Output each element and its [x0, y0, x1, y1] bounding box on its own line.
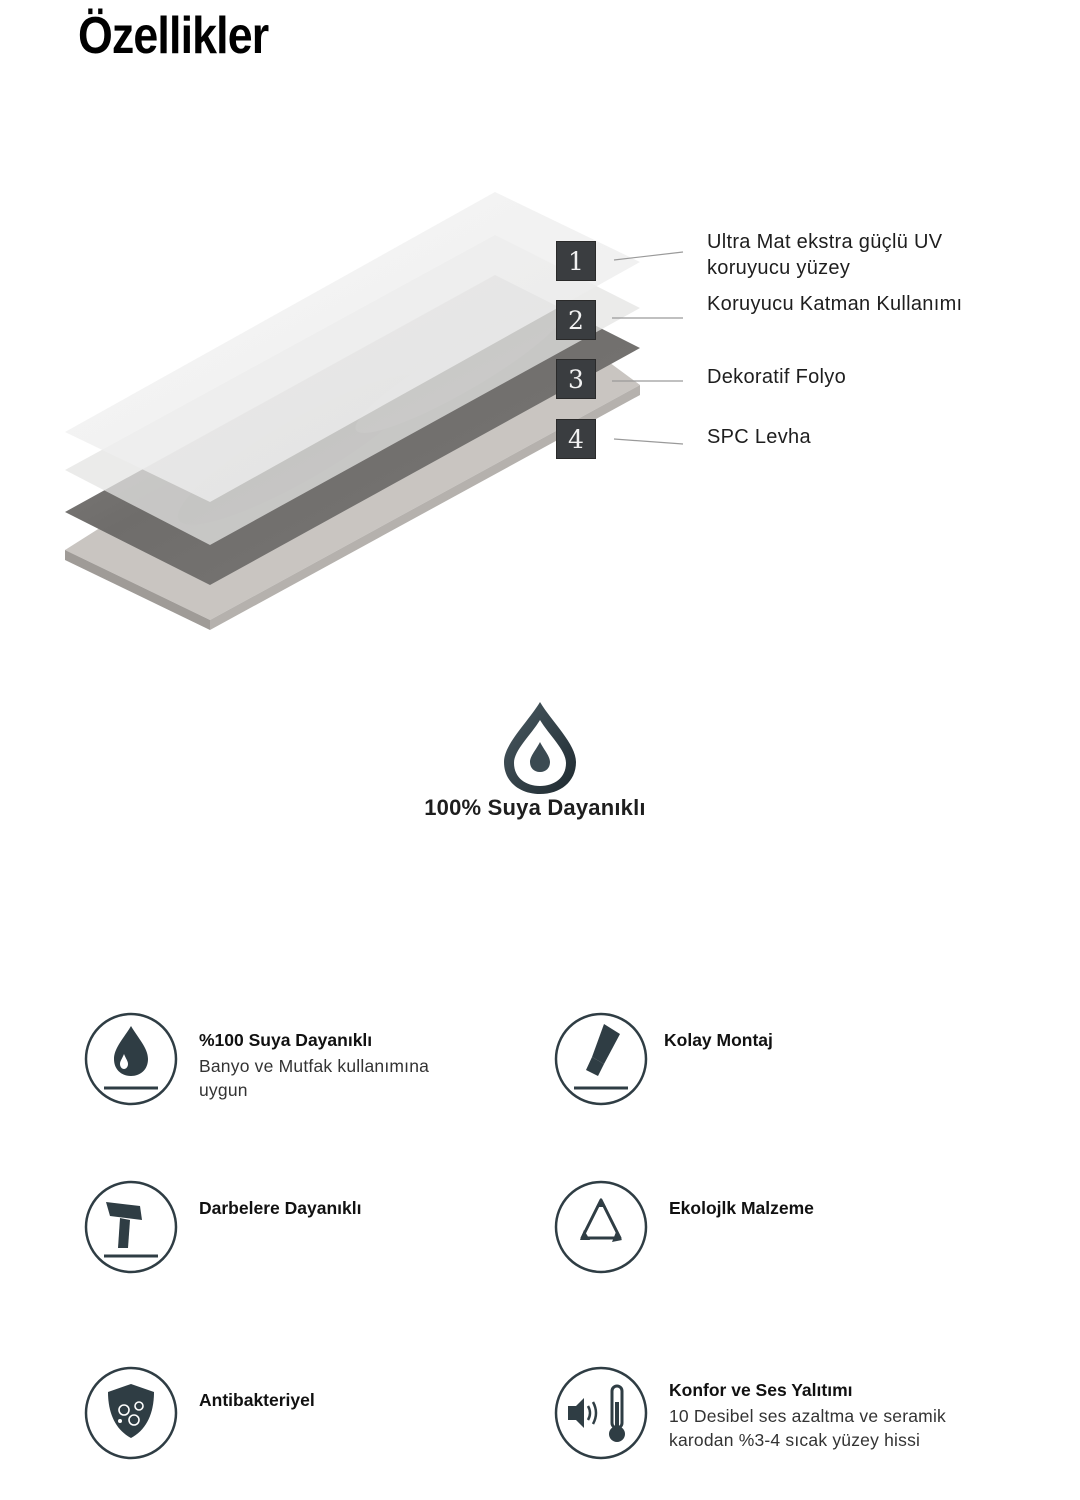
feature-desc-line1: Banyo ve Mutfak kullanımına	[199, 1056, 430, 1076]
feature-easy-install	[554, 1012, 1024, 1112]
layer-label-1-line2: koruyucu yüzey	[707, 257, 851, 279]
layer-label-3: Dekoratif Folyo	[707, 366, 846, 388]
layer-label-1-line1: Ultra Mat ekstra güçlü UV	[707, 231, 943, 253]
feature-desc	[199, 1054, 509, 1102]
layer-badge-4: 4	[556, 419, 596, 459]
layer-badge-2: 2	[556, 300, 596, 340]
layer-label-1	[707, 229, 942, 281]
feature-title: %100 Suya Dayanıklı	[199, 1030, 373, 1050]
layer-label-4: SPC Levha	[707, 426, 811, 448]
antibacterial-shield-icon	[84, 1366, 178, 1460]
feature-title: Antibakteriyel	[199, 1390, 315, 1410]
water-resistant-icon	[84, 1012, 178, 1106]
feature-comfort-insulation	[554, 1366, 1024, 1466]
page-title: Özellikler	[78, 7, 269, 65]
easy-install-icon	[554, 1012, 648, 1106]
feature-impact-resistant	[84, 1180, 554, 1280]
recycle-icon	[554, 1180, 648, 1274]
feature-desc	[669, 1404, 989, 1452]
water-drop-icon	[500, 700, 580, 796]
feature-water-resistant	[84, 1012, 554, 1112]
layer-badge-1: 1	[556, 241, 596, 281]
hammer-icon	[84, 1180, 178, 1274]
feature-title: Ekolojlk Malzeme	[669, 1198, 814, 1218]
feature-title: Darbelere Dayanıklı	[199, 1198, 362, 1218]
hero-label: 100% Suya Dayanıklı	[424, 795, 646, 820]
feature-desc-line2: karodan %3-4 sıcak yüzey hissi	[669, 1430, 921, 1450]
feature-desc-line1: 10 Desibel ses azaltma ve seramik	[669, 1406, 946, 1426]
layer-badge-3: 3	[556, 359, 596, 399]
feature-title: Kolay Montaj	[664, 1030, 773, 1050]
sound-thermo-icon	[554, 1366, 648, 1460]
feature-antibacterial	[84, 1366, 554, 1466]
layer-label-2: Koruyucu Katman Kullanımı	[707, 293, 963, 315]
feature-eco-material	[554, 1180, 1024, 1280]
feature-desc-line2: uygun	[199, 1080, 248, 1100]
feature-title: Konfor ve Ses Yalıtımı	[669, 1380, 853, 1400]
